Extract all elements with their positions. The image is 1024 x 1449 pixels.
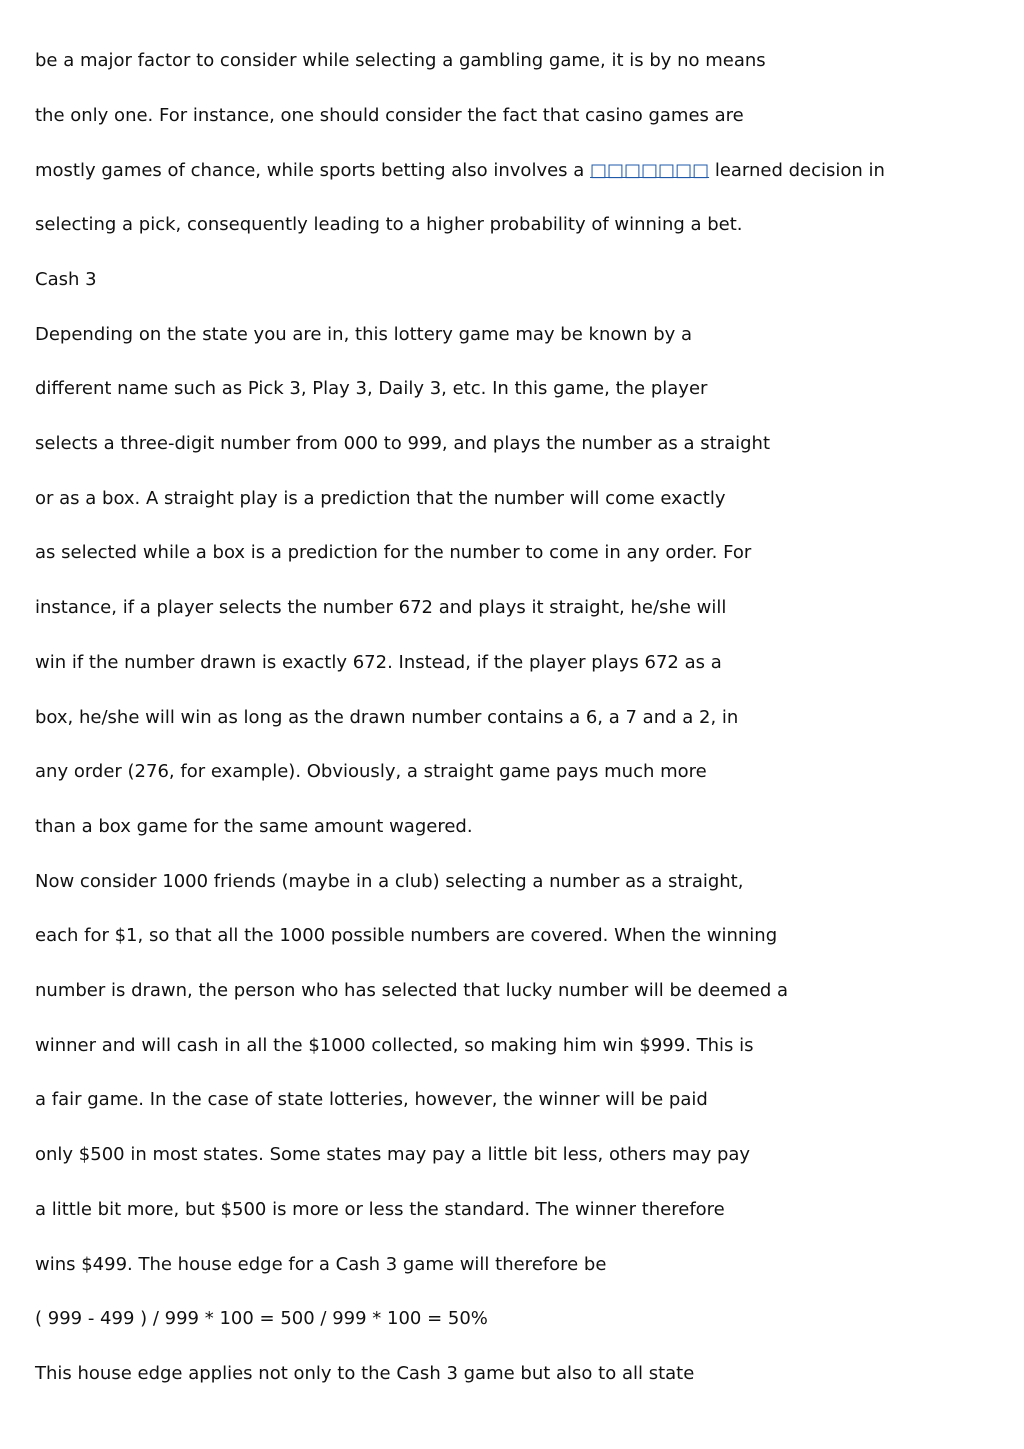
text-line: selects a three-digit number from 000 to 999, and plays the number as a straight: [35, 433, 771, 454]
text-line: win if the number drawn is exactly 672. Instead, if the player plays 672 as a: [35, 652, 722, 673]
section-heading: Cash 3: [35, 269, 97, 290]
text-line: or as a box. A straight play is a prediction that the number will come exactly: [35, 488, 726, 509]
text-line: instance, if a player selects the number 672 and plays it straight, he/she will: [35, 597, 727, 618]
text-segment: learned decision in: [709, 160, 885, 181]
text-line: a fair game. In the case of state lotteries, however, the winner will be paid: [35, 1089, 708, 1110]
text-line: each for $1, so that all the 1000 possible numbers are covered. When the winning: [35, 925, 778, 946]
text-line: than a box game for the same amount wagered.: [35, 816, 473, 837]
text-line: box, he/she will win as long as the drawn number contains a 6, a 7 and a 2, in: [35, 707, 739, 728]
text-line: selecting a pick, consequently leading to a higher probability of winning a bet.: [35, 214, 743, 235]
text-line: Depending on the state you are in, this lottery game may be known by a: [35, 324, 693, 345]
formula-line: ( 999 - 499 ) / 999 * 100 = 500 / 999 * 100 = 50%: [35, 1308, 488, 1329]
text-line: wins $499. The house edge for a Cash 3 game will therefore be: [35, 1254, 607, 1275]
text-line: winner and will cash in all the $1000 collected, so making him win $999. This is: [35, 1035, 754, 1056]
inline-link[interactable]: □□□□□□□: [590, 160, 710, 181]
text-line: as selected while a box is a prediction for the number to come in any order. For: [35, 542, 752, 563]
text-line: number is drawn, the person who has selected that lucky number will be deemed a: [35, 980, 789, 1001]
text-line: only $500 in most states. Some states may pay a little bit less, others may pay: [35, 1144, 751, 1165]
text-line: the only one. For instance, one should consider the fact that casino games are: [35, 105, 744, 126]
text-line: different name such as Pick 3, Play 3, Daily 3, etc. In this game, the player: [35, 378, 708, 399]
text-line: be a major factor to consider while selecting a gambling game, it is by no means: [35, 50, 766, 71]
text-line-with-link: [35, 159, 885, 183]
text-line: any order (276, for example). Obviously, a straight game pays much more: [35, 761, 707, 782]
text-line: a little bit more, but $500 is more or less the standard. The winner therefore: [35, 1199, 725, 1220]
text-segment: mostly games of chance, while sports betting also involves a: [35, 160, 591, 181]
text-line: Now consider 1000 friends (maybe in a club) selecting a number as a straight,: [35, 871, 744, 892]
text-line: This house edge applies not only to the Cash 3 game but also to all state: [35, 1363, 695, 1384]
